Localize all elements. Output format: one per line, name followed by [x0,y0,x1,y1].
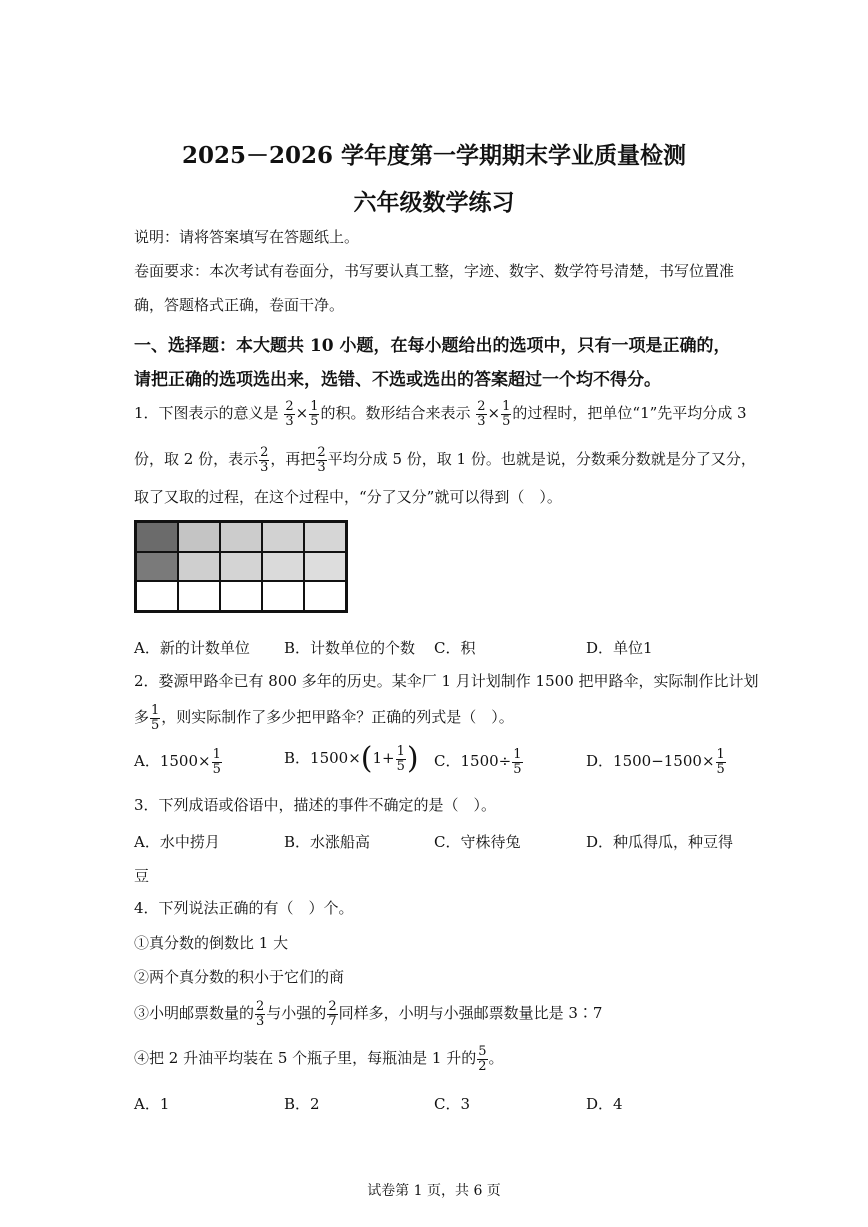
q2-option-a: A．1500× $\frac{1}{5}$ [134,747,221,777]
grid-cell [262,552,304,582]
page-footer: 试卷第 1 页，共 6 页 [367,1183,501,1199]
instruction-note: 说明：请将答案填写在答题纸上。 [134,228,360,246]
grid-cell [304,581,346,611]
q3-option-b: B．水涨船高 [284,833,371,851]
grid-cell [136,522,178,552]
grid-cell [178,522,220,552]
fraction-two-thirds: $\frac{2}{3}$ [285,399,294,429]
q1-option-a: A．新的计数单位 [134,639,250,657]
q1-option-c: C．积 [434,639,476,657]
q1-option-b: B．计数单位的个数 [284,639,416,657]
q2-line-2: 多 $\frac{1}{5}$ ，则实际制作了多少把甲路伞？正确的列式是（ ）。 [134,703,514,733]
fraction-two-thirds: $\frac{2}{3}$ [260,445,269,475]
exam-title: 2025－2026 学年度第一学期期末学业质量检测 [181,142,687,169]
grid-cell [220,522,262,552]
section-1-heading-line-2: 请把正确的选项选出来，选错、不选或选出的答案超过一个均不得分。 [134,370,661,390]
q4-option-c: C．3 [434,1095,471,1113]
q4-line-1: 4．下列说法正确的有（ ）个。 [134,899,354,917]
q4-option-d: D．4 [586,1095,623,1113]
fraction-grid-figure [134,520,348,613]
grid-cell [136,552,178,582]
q4-option-a: A．1 [134,1095,170,1113]
q3-line-1: 3．下列成语或俗语中，描述的事件不确定的是（ ）。 [134,796,497,814]
q1-line-2: 份，取 2 份，表示 $\frac{2}{3}$ ，再把 $\frac{2}{3}$ 平均分成 5 份，取 1 份。也就是说，分数乘分数就是分了又分， [134,445,756,475]
q4-statement-1: ①真分数的倒数比 1 大 [134,934,289,952]
q2-option-d: D．1500−1500× $\frac{1}{5}$ [586,747,725,777]
exam-subtitle: 六年级数学练习 [353,189,515,216]
grid-cell [220,552,262,582]
grid-cell [178,581,220,611]
q3-option-a: A．水中捞月 [134,833,220,851]
fraction-one-fifth: $\frac{1}{5}$ [502,399,511,429]
q1-line-1: 1．下图表示的意义是 $\frac{2}{3}$ × $\frac{1}{5}$ 的积。数形结合来表示 $\frac{2}{3}$ × $\frac{1}{5}$ 的过程时，把单位“1”先平均分成 3 [134,399,747,429]
q1-option-d: D．单位1 [586,639,653,657]
grid-cell [304,552,346,582]
grid-cell [262,581,304,611]
grid-cell [304,522,346,552]
q2-line-1: 2．婺源甲路伞已有 800 多年的历史。某伞厂 1 月计划制作 1500 把甲路伞，实际制作比计划 [134,672,759,690]
grid-cell [136,581,178,611]
grid-cell [178,552,220,582]
requirement-line-1: 卷面要求：本次考试有卷面分，书写要认真工整，字迹、数字、数学符号清楚，书写位置准 [134,262,735,280]
q3-option-d: D．种瓜得瓜，种豆得 [586,833,734,851]
q1-line-3: 取了又取的过程，在这个过程中，“分了又分”就可以得到（ ）。 [134,488,562,506]
q2-option-b: B．1500×(1+ $\frac{1}{5}$ ) [284,741,419,776]
requirement-line-2: 确，答题格式正确，卷面干净。 [134,296,345,314]
grid-cell [220,581,262,611]
fraction-two-thirds: $\frac{2}{3}$ [477,399,486,429]
q4-option-b: B．2 [284,1095,320,1113]
grid-cell [262,522,304,552]
q3-option-c: C．守株待兔 [434,833,521,851]
fraction-one-fifth: $\frac{1}{5}$ [151,703,160,733]
q4-statement-3: ③小明邮票数量的 $\frac{2}{3}$ 与小强的 $\frac{2}{7}$ 同样多，小明与小强邮票数量比是 3∶7 [134,999,603,1029]
q3-option-d-continued: 豆 [134,867,150,885]
section-1-heading-line-1: 一、选择题：本大题共 10 小题，在每小题给出的选项中，只有一项是正确的， [134,336,731,356]
q2-option-c: C．1500÷ $\frac{1}{5}$ [434,747,522,777]
fraction-two-thirds: $\frac{2}{3}$ [317,445,326,475]
q4-statement-2: ②两个真分数的积小于它们的商 [134,968,345,986]
q4-statement-4: ④把 2 升油平均装在 5 个瓶子里，每瓶油是 1 升的 $\frac{5}{2}$ 。 [134,1044,504,1074]
fraction-one-fifth: $\frac{1}{5}$ [310,399,319,429]
